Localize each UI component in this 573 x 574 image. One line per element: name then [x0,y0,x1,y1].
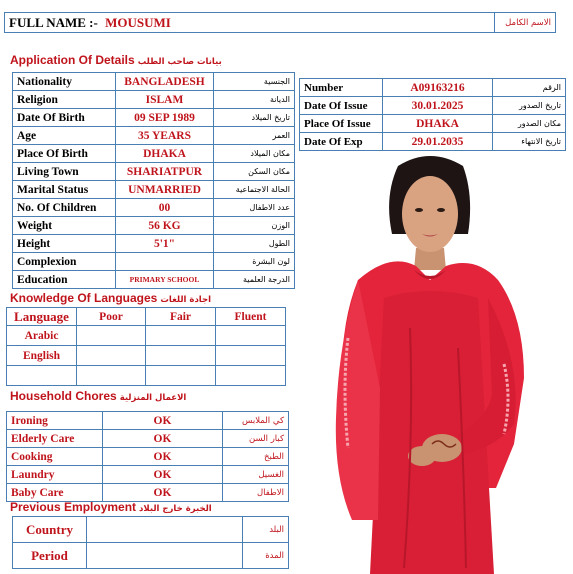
application-row-value: SHARIATPUR [116,163,214,181]
passport-row-arabic: تاريخ الانتهاء [493,133,566,151]
chore-row [7,466,289,484]
application-row [13,235,295,253]
application-row-label: Height [13,235,116,253]
languages-table-body [7,326,286,386]
languages-header-row [7,308,286,326]
full-name-cell [5,13,495,33]
application-section-title [10,53,222,67]
application-row-value: 56 KG [116,217,214,235]
chore-row-label: Ironing [7,412,103,430]
chore-row-label: Laundry [7,466,103,484]
employment-row [13,543,289,569]
chore-row [7,430,289,448]
chore-row [7,448,289,466]
passport-table [299,78,566,151]
language-cell-fair [146,366,216,386]
application-row-value: 5'1" [116,235,214,253]
chore-row-value: OK [103,430,223,448]
employment-title-arabic: الخبرة خارج البلاد [139,504,212,514]
passport-row-value: A09163216 [383,79,493,97]
employment-table-body [13,517,289,569]
application-row [13,145,295,163]
full-name-table [4,12,556,33]
application-row-value: PRIMARY SCHOOL [116,271,214,289]
passport-row-value: 30.01.2025 [383,97,493,115]
employment-row-value [87,517,243,543]
language-row [7,326,286,346]
languages-title-arabic: اجادة اللغات [160,295,212,305]
application-row-arabic: الديانة [214,91,295,109]
application-row-arabic: الحالة الاجتماعية [214,181,295,199]
employment-title-text: Previous Employment [10,500,137,514]
application-row-arabic: الجنسية [214,73,295,91]
lang-header-fair: Fair [146,308,216,326]
application-title-text: Application Of Details [10,53,135,67]
application-row-value: 00 [116,199,214,217]
passport-row [300,79,566,97]
language-row-name: Arabic [7,326,77,346]
application-row-value: DHAKA [116,145,214,163]
chores-section-title [10,389,186,403]
languages-table [6,307,286,386]
passport-row-label: Place Of Issue [300,115,383,133]
application-row-value: 09 SEP 1989 [116,109,214,127]
employment-table [12,516,289,569]
passport-row-label: Date Of Exp [300,133,383,151]
application-row-arabic: مكان الميلاد [214,145,295,163]
employment-row-arabic: المدة [243,543,289,569]
chore-row-value: OK [103,484,223,502]
application-row [13,163,295,181]
application-row-label: Marital Status [13,181,116,199]
full-name-value: MOUSUMI [105,14,171,30]
application-row-arabic: لون البشرة [214,253,295,271]
language-row [7,366,286,386]
application-row-arabic: الدرجة العلمية [214,271,295,289]
passport-row-arabic: مكان الصدور [493,115,566,133]
lang-header-fluent: Fluent [216,308,286,326]
application-row [13,109,295,127]
chore-row-value: OK [103,466,223,484]
language-cell-poor [77,366,146,386]
employment-section-title [10,500,212,514]
application-row [13,217,295,235]
chore-row-arabic: كي الملابس [223,412,289,430]
application-row-value: ISLAM [116,91,214,109]
application-row-label: Nationality [13,73,116,91]
candidate-photo-illustration [318,148,533,574]
application-row-label: Date Of Birth [13,109,116,127]
chores-table-body [7,412,289,502]
application-row-arabic: الطول [214,235,295,253]
languages-title-text: Knowledge Of Languages [10,291,158,305]
passport-row-value: DHAKA [383,115,493,133]
chore-row-label: Baby Care [7,484,103,502]
language-row-name: English [7,346,77,366]
application-row-label: Living Town [13,163,116,181]
full-name-arabic: الاسم الكامل [495,13,556,33]
lang-header-poor: Poor [77,308,146,326]
passport-row [300,97,566,115]
application-row-value [116,253,214,271]
passport-row-label: Number [300,79,383,97]
application-row [13,199,295,217]
application-row-arabic: الوزن [214,217,295,235]
application-row-label: Religion [13,91,116,109]
application-row-label: Complexion [13,253,116,271]
application-row-label: No. Of Children [13,199,116,217]
application-title-arabic: بيانات صاحب الطلب [137,57,222,67]
employment-row-value [87,543,243,569]
application-row-label: Education [13,271,116,289]
application-row-label: Age [13,127,116,145]
lang-header-language: Language [7,308,77,326]
application-row-value: BANGLADESH [116,73,214,91]
chore-row-value: OK [103,412,223,430]
language-cell-poor [77,326,146,346]
chores-title-text: Household Chores [10,389,117,403]
chore-row-arabic: الغسيل [223,466,289,484]
language-cell-fair [146,346,216,366]
employment-row-arabic: البلد [243,517,289,543]
chore-row-label: Cooking [7,448,103,466]
chore-row-label: Elderly Care [7,430,103,448]
application-row [13,91,295,109]
application-row-value: 35 YEARS [116,127,214,145]
languages-section-title [10,291,211,305]
language-cell-fluent [216,346,286,366]
application-row-value: UNMARRIED [116,181,214,199]
passport-row-arabic: تاريخ الصدور [493,97,566,115]
application-row [13,253,295,271]
application-row-arabic: عدد الاطفال [214,199,295,217]
application-row-arabic: مكان السكن [214,163,295,181]
chore-row-arabic: الاطفال [223,484,289,502]
application-row [13,181,295,199]
application-row-label: Place Of Birth [13,145,116,163]
passport-row-value: 29.01.2035 [383,133,493,151]
chores-title-arabic: الاعمال المنزلية [119,393,187,403]
application-table-body [13,73,295,289]
full-name-label: FULL NAME :- [9,14,98,30]
employment-row [13,517,289,543]
language-cell-fluent [216,326,286,346]
application-row [13,127,295,145]
employment-row-label: Country [13,517,87,543]
application-row-arabic: العمر [214,127,295,145]
chore-row [7,412,289,430]
passport-row-arabic: الرقم [493,79,566,97]
language-cell-fluent [216,366,286,386]
language-row-name [7,366,77,386]
chore-row-arabic: كبار السن [223,430,289,448]
application-row-arabic: تاريخ الميلاد [214,109,295,127]
passport-row [300,115,566,133]
chore-row-value: OK [103,448,223,466]
application-row-label: Weight [13,217,116,235]
passport-table-body [300,79,566,151]
chore-row-arabic: الطبخ [223,448,289,466]
application-row [13,271,295,289]
employment-row-label: Period [13,543,87,569]
language-row [7,346,286,366]
passport-row-label: Date Of Issue [300,97,383,115]
language-cell-poor [77,346,146,366]
application-row [13,73,295,91]
language-cell-fair [146,326,216,346]
chore-row [7,484,289,502]
chores-table [6,411,289,502]
candidate-photo [318,148,533,574]
application-table [12,72,295,289]
